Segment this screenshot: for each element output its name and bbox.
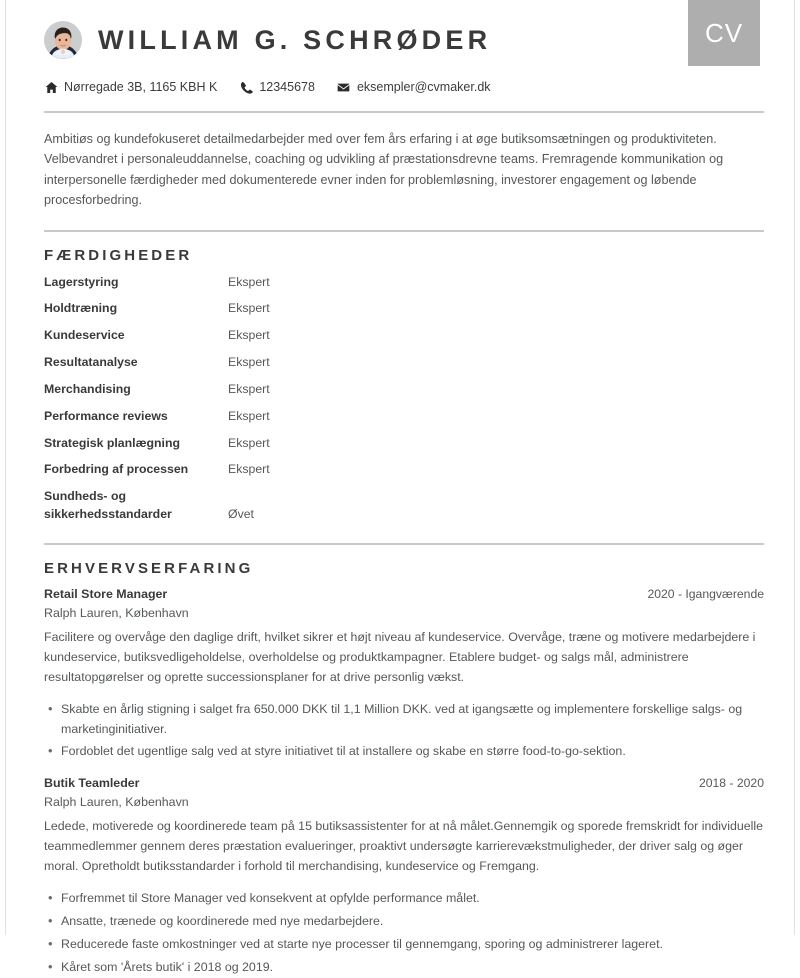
skill-name: Sundheds- og sikkerhedsstandarder [44, 489, 172, 522]
skill-name: Merchandising [44, 381, 131, 396]
skill-level: Ekspert [228, 462, 270, 477]
skill-name: Kundeservice [44, 328, 125, 343]
skill-level: Ekspert [228, 381, 270, 396]
job-bullet: • Reducerede faste omkostninger ved at starte nye processer til gennemgang, sporing og administrerer lageret. [61, 935, 764, 955]
job-title: Butik Teamleder [44, 776, 140, 791]
skill-row [44, 488, 764, 524]
skill-name: Lagerstyring [44, 274, 119, 289]
cv-content [6, 0, 800, 978]
skill-name: Performance reviews [44, 408, 168, 423]
experience-entry-header [44, 776, 764, 790]
cv-page [5, 0, 795, 974]
skill-row [44, 274, 764, 292]
cv-badge [688, 0, 760, 66]
skill-name: Forbedring af processen [44, 462, 189, 477]
skill-row [44, 408, 764, 426]
experience-entry [44, 776, 764, 977]
experience-section-title: ERHVERVSERFARING [44, 559, 254, 577]
header-divider [44, 111, 764, 113]
skills-list [44, 274, 764, 524]
skill-name: Holdtræning [44, 301, 118, 316]
job-dates: 2020 - Igangværende [647, 586, 764, 601]
job-bullet: • Skabte en årlig stigning i salget fra 650.000 DKK til 1,1 Million DKK. ved at igangsætte og implementere forskellige salgs- og marketinginitiativer. [61, 700, 764, 740]
job-title: Retail Store Manager [44, 586, 168, 601]
job-bullet: • Kåret som 'Årets butik' i 2018 og 2019. [61, 958, 764, 978]
job-bullet: • Forfremmet til Store Manager ved konsekvent at opfylde performance målet. [61, 889, 764, 909]
profile-summary: Ambitiøs og kundefokuseret detailmedarbejder med over fem års erfaring i at øge butiksomsætningen og produktiviteten. Velbevandret i personaleuddannelse, coaching og udvikling af præstationsdrevne teams. Fremragende kommunikation og interpersonelle færdigheder med dokumenterede evner inden for problemløsning, investorer engagement og løbende procesforbedring. [44, 132, 724, 208]
job-bullet: • Ansatte, trænede og koordinerede med nye medarbejdere. [61, 912, 764, 932]
avatar [44, 21, 82, 59]
skill-level: Ekspert [228, 328, 270, 343]
page-title: WILLIAM G. SCHRØDER [98, 24, 492, 55]
skills-section-title: FÆRDIGHEDER [44, 246, 193, 264]
skill-level: Ekspert [228, 408, 270, 423]
skill-level: Øvet [228, 507, 254, 522]
job-bullets [44, 700, 764, 763]
contact-row [44, 80, 764, 94]
skill-level: Ekspert [228, 301, 270, 316]
home-icon [44, 80, 58, 94]
contact-email-text: eksempler@cvmaker.dk [356, 80, 491, 94]
job-company: Ralph Lauren, København [44, 795, 189, 810]
contact-address-text: Nørregade 3B, 1165 KBH K [64, 80, 218, 94]
envelope-icon [337, 80, 351, 94]
phone-icon [239, 80, 253, 94]
skill-level: Ekspert [228, 435, 270, 450]
experience-entry [44, 587, 764, 762]
job-bullets [44, 889, 764, 977]
skill-row [44, 435, 764, 453]
job-description: Facilitere og overvåge den daglige drift, hvilket sikrer et højt niveau af kundeservice. Overvåge, træne og motivere medarbejdere i kundeservice, butiksvedligeholdelse, overholdelse og produktkampagner. Etablere budget- og salgs mål, administrere resultatopgørelser og oprette successionsplaner for at drive personlig vækst. [44, 629, 756, 684]
job-description: Ledede, motiverede og koordinerede team på 15 butiksassistenter for at nå målet.Gennemgik og sporede fremskridt for individuelle teammedlemmer gennem deres præstation evalueringer, proaktivt undersøgte karrierevækstmuligheder, der driver salg og øger moral. Opretholdt butiksstandarder i forhold til merchandising, kundeservice og Fremgang. [44, 819, 764, 873]
skill-row [44, 461, 764, 479]
contact-email [337, 80, 491, 94]
skill-level: Ekspert [228, 355, 270, 370]
skills-divider [44, 230, 764, 232]
job-company: Ralph Lauren, København [44, 605, 189, 620]
experience-entry-header [44, 587, 764, 601]
contact-phone [239, 80, 315, 94]
skill-name: Resultatanalyse [44, 355, 138, 370]
contact-address [44, 80, 217, 94]
skill-row [44, 354, 764, 372]
cv-badge-label: CV [704, 17, 744, 48]
skill-row [44, 381, 764, 399]
skill-row [44, 327, 764, 345]
skill-row [44, 300, 764, 318]
skill-name: Strategisk planlægning [44, 435, 180, 450]
job-bullet: • Fordoblet det ugentlige salg ved at styre initiativet til at installere og skabe en større food-to-go-sektion. [61, 742, 764, 762]
skill-level: Ekspert [228, 274, 270, 289]
contact-phone-text: 12345678 [259, 80, 315, 94]
experience-divider [44, 543, 764, 545]
cv-header [44, 0, 764, 64]
job-dates: 2018 - 2020 [698, 776, 764, 791]
